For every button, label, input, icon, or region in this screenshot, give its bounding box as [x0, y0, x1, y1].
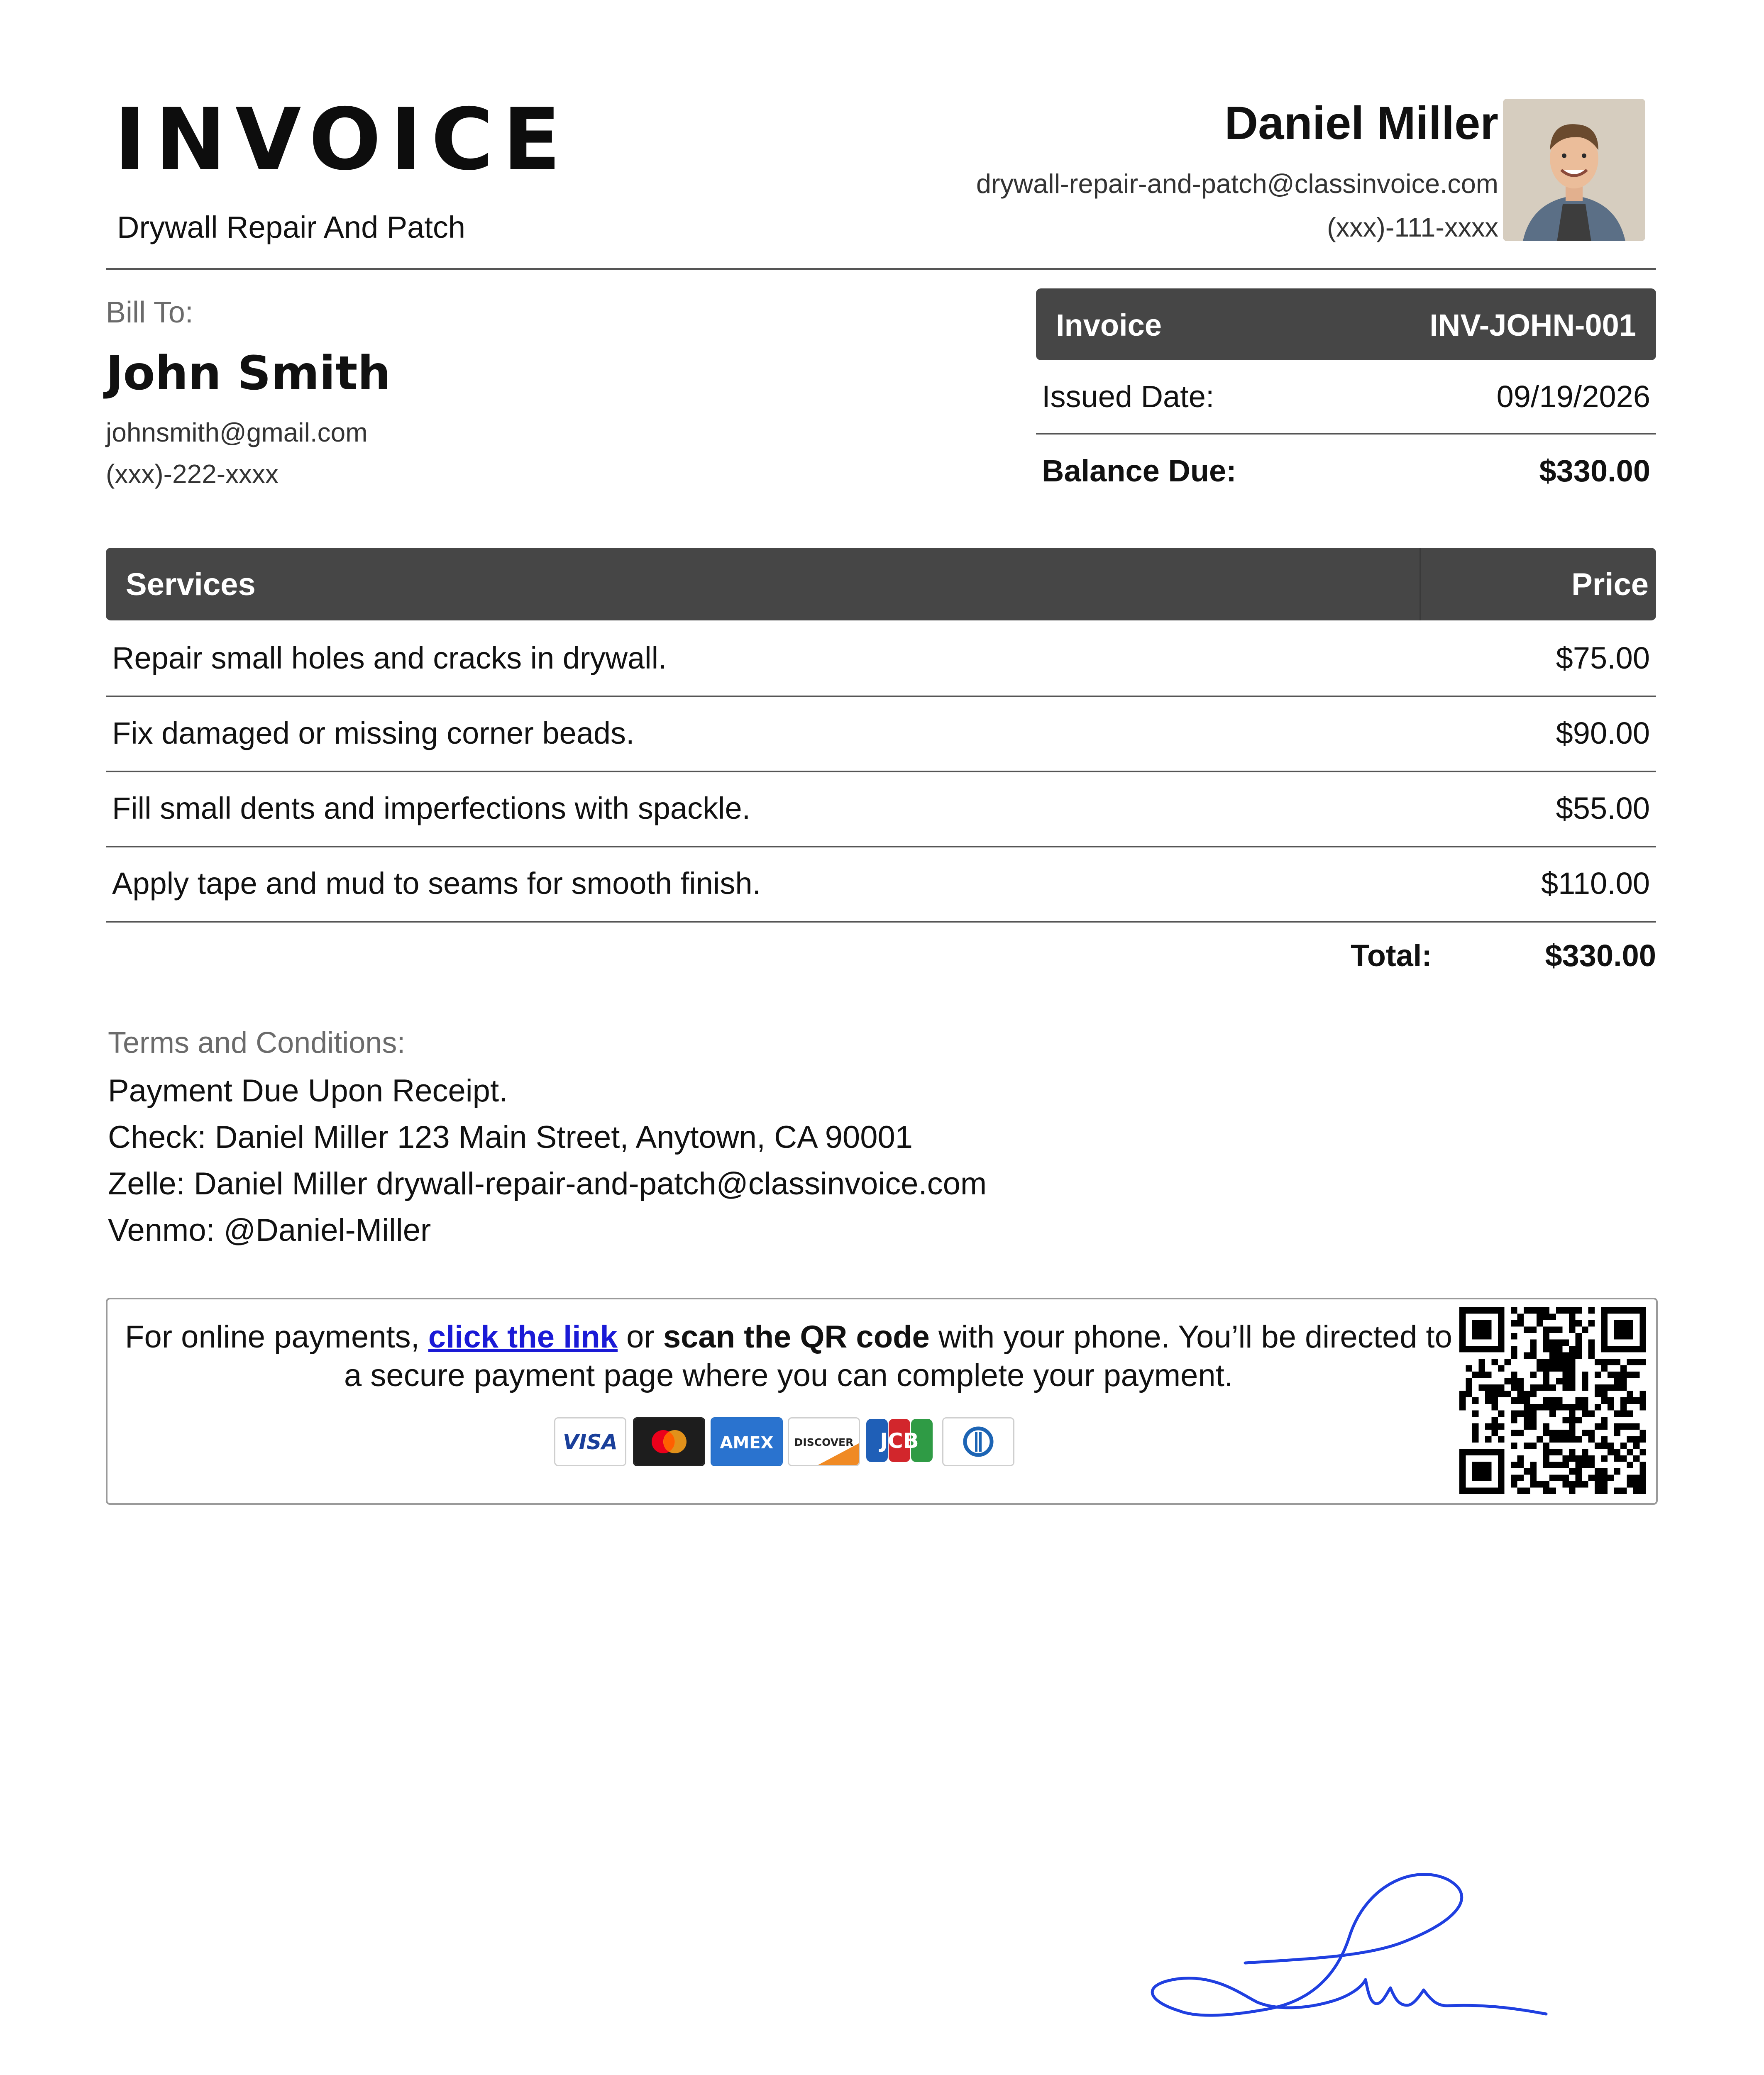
business-phone: (xxx)-111-xxxx: [1327, 212, 1498, 242]
invoice-number-bar: [1036, 288, 1656, 360]
header-column-divider: [1420, 548, 1421, 620]
terms-label: Terms and Conditions:: [108, 1026, 406, 1059]
issued-date-value: 09/19/2026: [1496, 379, 1650, 414]
visa-card-icon: [554, 1417, 626, 1466]
balance-due-row: [1036, 435, 1656, 507]
payment-instructions: [125, 1318, 1453, 1395]
invoice-label: Invoice: [1056, 308, 1162, 342]
terms-line: Payment Due Upon Receipt.: [108, 1073, 508, 1108]
mastercard-icon: [633, 1417, 705, 1466]
svg-text:JCB: JCB: [880, 1429, 919, 1453]
total-value: $330.00: [1545, 938, 1656, 973]
service-description: Repair small holes and cracks in drywall.: [112, 641, 667, 675]
table-row: [106, 620, 1656, 697]
service-description: Fill small dents and imperfections with spackle.: [112, 791, 751, 825]
services-header: Services: [126, 567, 256, 602]
amex-card-icon: [711, 1417, 783, 1466]
discover-card-icon: [788, 1417, 860, 1466]
invoice-title: INVOICE: [114, 90, 570, 189]
payment-text-after: with your phone. You’ll be directed to a secure payment page where you can complete your payment.: [344, 1319, 1452, 1393]
invoice-number: INV-JOHN-001: [1429, 308, 1636, 342]
business-email: drywall-repair-and-patch@classinvoice.com: [976, 168, 1498, 199]
table-row: [106, 771, 1656, 847]
business-name: Daniel Miller: [1224, 97, 1498, 149]
bill-to-label: Bill To:: [106, 296, 193, 329]
signature: [1133, 1851, 1569, 2042]
service-description: Fix damaged or missing corner beads.: [112, 716, 635, 750]
payment-text-before: For online payments,: [125, 1319, 428, 1355]
business-avatar: [1503, 99, 1645, 241]
svg-text:AMEX: AMEX: [720, 1433, 774, 1452]
payment-qr-code[interactable]: [1459, 1307, 1646, 1494]
issued-date-label: Issued Date:: [1042, 379, 1214, 414]
diners-club-card-icon: [942, 1417, 1014, 1466]
price-header: Price: [1571, 567, 1649, 602]
total-label: Total:: [1351, 938, 1432, 973]
client-name: John Smith: [106, 347, 391, 400]
payment-link[interactable]: click the link: [428, 1319, 618, 1355]
service-price: $110.00: [1541, 866, 1650, 901]
table-row: [106, 846, 1656, 923]
services-table-header: [106, 548, 1656, 620]
client-email: johnsmith@gmail.com: [106, 417, 368, 447]
balance-due-value: $330.00: [1539, 454, 1650, 488]
jcb-card-icon: [865, 1417, 934, 1464]
table-row: [106, 696, 1656, 772]
terms-line: Check: Daniel Miller 123 Main Street, Anytown, CA 90001: [108, 1120, 913, 1155]
balance-due-label: Balance Due:: [1042, 454, 1236, 488]
business-subtitle: Drywall Repair And Patch: [117, 210, 466, 244]
client-phone: (xxx)-222-xxxx: [106, 459, 279, 489]
svg-text:DISCOVER: DISCOVER: [794, 1436, 854, 1448]
header-divider: [106, 268, 1656, 270]
payment-qr-text: scan the QR code: [663, 1319, 930, 1355]
service-price: $75.00: [1556, 641, 1650, 675]
payment-text-middle: or: [618, 1319, 663, 1355]
issued-date-row: [1036, 360, 1656, 435]
svg-text:VISA: VISA: [562, 1430, 618, 1454]
service-price: $90.00: [1556, 716, 1650, 750]
service-price: $55.00: [1556, 791, 1650, 825]
terms-line: Venmo: @Daniel-Miller: [108, 1213, 431, 1248]
service-description: Apply tape and mud to seams for smooth finish.: [112, 866, 761, 901]
terms-line: Zelle: Daniel Miller drywall-repair-and-patch@classinvoice.com: [108, 1166, 987, 1201]
